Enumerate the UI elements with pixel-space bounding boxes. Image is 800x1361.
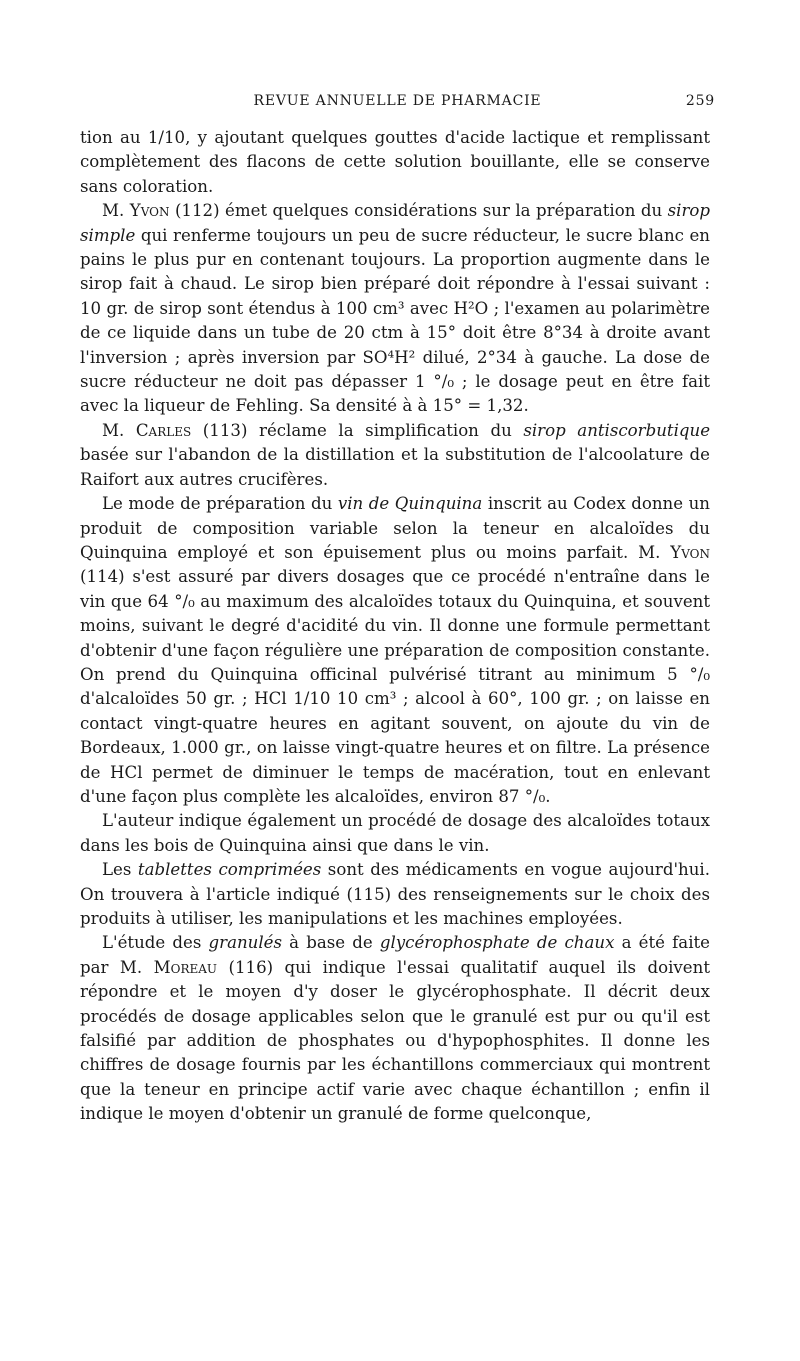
- author-name: Moreau: [153, 957, 218, 977]
- text-span: Le mode de préparation du: [102, 494, 338, 514]
- text-span: a été faite par M.: [80, 933, 710, 977]
- paragraph-7: [80, 931, 710, 1126]
- paragraph-4: [80, 492, 710, 809]
- running-title: REVUE ANNUELLE DE PHARMACIE: [253, 93, 542, 109]
- italic-term: granulés: [208, 933, 282, 953]
- running-header: [80, 93, 715, 115]
- text-span: (112) émet quelques considérations sur la préparation du: [169, 201, 668, 221]
- author-name: Yvon: [670, 542, 710, 562]
- text-span: M.: [102, 201, 130, 221]
- text-span: (116) qui indique l'essai qualitatif auquel ils doivent répondre et le moyen d'y doser le glycérophosphate. Il décrit deux procédés de dosage applicables selon que le granulé est pur ou qu'il est falsifié par addition de phosphates ou d'hypophosphites. Il donne les chiffres de dosage fournis par les échantillons commerciaux qui montrent que la teneur en principe actif varie avec chaque échantillon ; enfin il indique le moyen d'obtenir un granulé de forme quelconque,: [80, 957, 710, 1124]
- text-span: à base de: [281, 933, 380, 953]
- page-number: 259: [685, 93, 715, 109]
- author-name: Carles: [135, 420, 192, 440]
- text-span: L'étude des: [102, 933, 209, 953]
- italic-term: sirop simple: [80, 201, 710, 245]
- italic-term: sirop antiscorbutique: [523, 420, 711, 440]
- italic-term: glycérophosphate de chaux: [379, 933, 615, 953]
- text-span: (113) réclame la simplification du: [191, 420, 524, 440]
- text-span: inscrit au Codex donne un produit de composition variable selon la teneur en alcaloïdes du Quinquina employé et son épuisement plus ou moins parfait. M.: [80, 494, 710, 562]
- text-span: (114) s'est assuré par divers dosages que ce procédé n'entraîne dans le vin que 64 °/₀ au maximum des alcaloïdes totaux du Quinquina, et souvent moins, suivant le degré d'acidité du vin. Il donne une formule permettant d'obtenir d'une façon régulière une préparation de composition constante. On prend du Quinquina officinal pulvérisé titrant au minimum 5 °/₀ d'alcaloïdes 50 gr. ; HCl 1/10 10 cm³ ; alcool à 60°, 100 gr. ; on laisse en contact vingt-quatre heures en agitant souvent, on ajoute du vin de Bordeaux, 1.000 gr., on laisse vingt-quatre heures et on filtre. La présence de HCl permet de diminuer le temps de macération, tout en enlevant d'une façon plus complète les alcaloïdes, environ 87 °/₀.: [80, 567, 710, 806]
- paragraph-1: tion au 1/10, y ajoutant quelques gouttes d'acide lactique et remplissant complètement des flacons de cette solution bouillante, elle se conserve sans coloration.: [80, 128, 710, 196]
- paragraph-2: [80, 199, 710, 419]
- author-name: Yvon: [129, 201, 170, 221]
- italic-term: tablettes comprimées: [137, 860, 322, 880]
- text-span: Les: [102, 860, 138, 880]
- italic-term: vin de Quinquina: [337, 494, 483, 514]
- paragraph-3: [80, 419, 710, 492]
- paragraph-6: [80, 858, 710, 931]
- body-text: [80, 126, 710, 1127]
- text-span: basée sur l'abandon de la distillation et la substitution de l'alcoolature de Raifort aux autres crucifères.: [80, 445, 710, 489]
- text-span: qui renferme toujours un peu de sucre réducteur, le sucre blanc en pains le plus pur en contenant toujours. La proportion augmente dans le sirop fait à chaud. Le sirop bien préparé doit répondre à l'essai suivant : 10 gr. de sirop sont étendus à 100 cm³ avec H²O ; l'examen au polarimètre de ce liquide dans un tube de 20 ctm à 15° doit être 8°34 à droite avant l'inversion ; après inversion par SO⁴H² dilué, 2°34 à gauche. La dose de sucre réducteur ne doit pas dépasser 1 °/₀ ; le dosage peut en être fait avec la liqueur de Fehling. Sa densité à à 15° = 1,32.: [80, 225, 710, 416]
- text-span: sont des médicaments en vogue aujourd'hui. On trouvera à l'article indiqué (115) des renseignements sur le choix des produits à utiliser, les manipulations et les machines employées.: [80, 860, 711, 928]
- paragraph-5: L'auteur indique également un procédé de dosage des alcaloïdes totaux dans les bois de Quinquina ainsi que dans le vin.: [80, 811, 710, 855]
- text-span: M.: [102, 420, 136, 440]
